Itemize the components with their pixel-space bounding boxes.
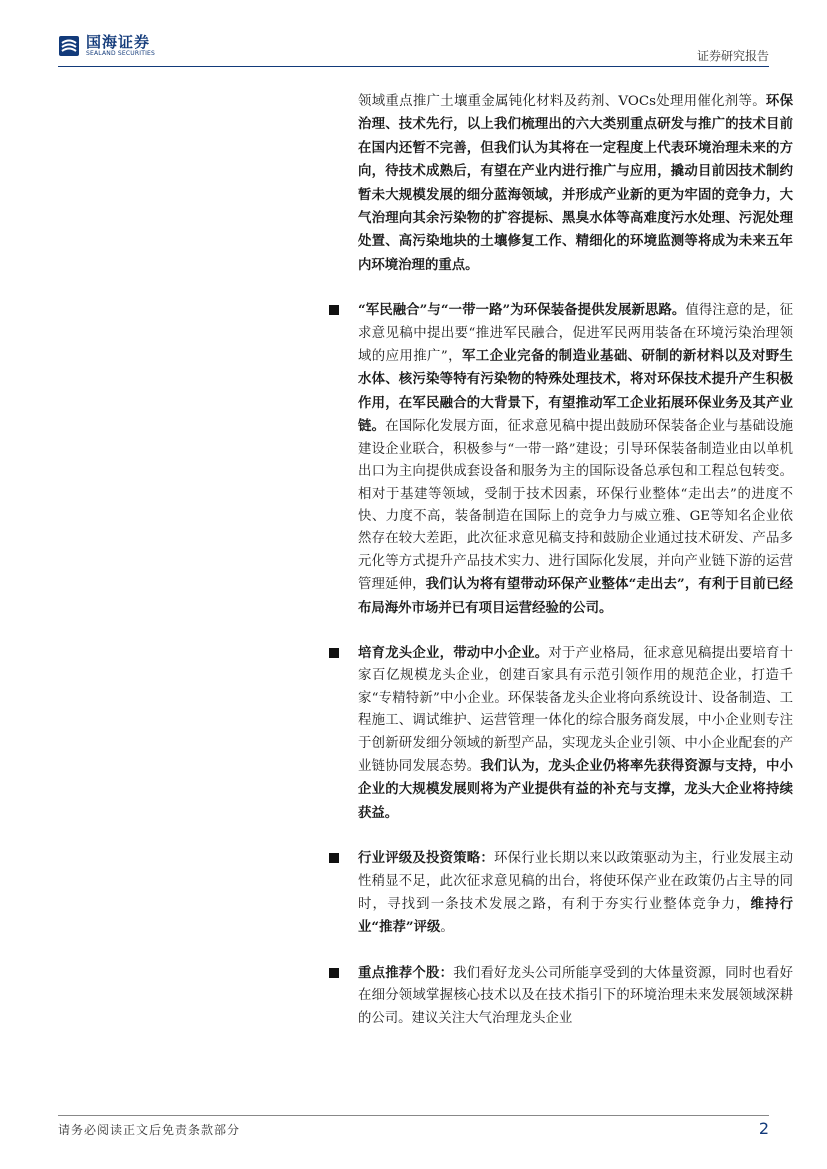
- bold-text-run: 行业评级及投资策略：: [358, 850, 495, 867]
- header-divider: [58, 66, 769, 67]
- disclaimer-note: 请务必阅读正文后免责条款部分: [58, 1123, 241, 1137]
- square-bullet-icon: [329, 648, 339, 658]
- footer-divider: [58, 1115, 769, 1116]
- bullet-paragraph: [358, 962, 793, 1030]
- bold-text-run: 我们认为，龙头企业仍将率先获得资源与支持，中小企业的大规模发展则将为产业提供有益的补充与支撑，龙头大企业将持续获益。: [358, 757, 794, 821]
- bold-text-run: 培育龙头企业，带动中小企业。: [358, 644, 549, 661]
- paragraph: [358, 90, 793, 277]
- text-run: 环保行业长期以来以政策驱动为主，行业发展主动性稍显不足，此次征求意见稿的出台，将使环保产业在政策仍占主导的同时，寻找到一条技术发展之路，有利于夯实行业整体竞争力，: [358, 851, 794, 912]
- bold-text-run: 环保治理、技术先行，以上我们梳理出的六大类别重点研发与推广的技术目前在国内还暂不完善，但我们认为其将在一定程度上代表环境治理未来的方向，待技术成熟后，有望在产业内进行推广与应用，撬动目前因技术制约暂未大规模发展的细分蓝海领域，并形成产业新的更为牢固的竞争力，大气治理向其余污染物的扩容提标、黑臭水体等高难度污水处理、污泥处理处置、高污染地块的土壤修复工作、精细化的环境监测等将成为未来五年内环境治理的重点。: [358, 93, 794, 273]
- brand-name-en: SEALAND SECURITIES: [86, 50, 156, 57]
- bold-text-run: 军工企业完备的制造业基础、研制的新材料以及对野生水体、核污染等特有污染物的特殊处理技术，将对环保技术提升产生积极作用，在军民融合的大背景下，有望推动军工企业拓展环保业务及其产业链。: [358, 348, 793, 435]
- text-run: 我们看好龙头公司所能享受到的大体量资源，同时也看好在细分领域掌握核心技术以及在技术指引下的环境治理未来发展领域深耕的公司。建议关注大气治理龙头企业: [358, 965, 793, 1026]
- text-run: 在国际化发展方面，征求意见稿中提出鼓励环保装备企业与基础设施建设企业联合，积极参与“一带一路”建设；引导环保装备制造业由以单机出口为主向提供成套设备和服务为主的国际设备总承包和工程总包转变。相对于基建等领域，受制于技术因素，环保行业整体“走出去”的进度不快、力度不高，装备制造在国际上的竞争力与威立雅、GE等知名企业依然存在较大差距，此次征求意见稿支持和鼓励企业通过技术研发、产品多元化等方式提升产品技术实力、进行国际化发展，并向产业链下游的运营管理延伸，: [358, 419, 794, 593]
- bullet-paragraph: [358, 847, 793, 940]
- bullet-paragraph: [358, 299, 793, 620]
- brand-name-cn: 国海证券: [86, 33, 151, 51]
- paragraph-gap: [358, 620, 793, 642]
- report-type-label: 证券研究报告: [696, 49, 769, 63]
- sealand-logo-icon: [58, 35, 80, 57]
- paragraph-gap: [358, 825, 793, 847]
- page-number: 2: [758, 1119, 769, 1138]
- paragraph-gap: [358, 940, 793, 962]
- text-run: 值得注意的是，征求意见稿中提出要“推进军民融合，促进军民两用装备在环境污染治理领域的应用推广”，: [358, 303, 794, 365]
- square-bullet-icon: [329, 968, 339, 978]
- page-header: [0, 0, 827, 70]
- brand-logo: [58, 34, 155, 58]
- square-bullet-icon: [329, 305, 339, 315]
- square-bullet-icon: [329, 853, 339, 863]
- bold-text-run: “军民融合”与“一带一路”为环保装备提供发展新思路。: [358, 302, 686, 319]
- bold-text-run: 我们认为将有望带动环保产业整体“走出去”，有利于目前已经布局海外市场并已有项目运营经验的公司。: [358, 576, 793, 616]
- text-run: 对于产业格局，征求意见稿提出要培育十家百亿规模龙头企业，创建百家具有示范引领作用的规范企业，打造千家“专精特新”中小企业。环保装备龙头企业将向系统设计、设备制造、工程施工、调试维护、运营管理一体化的综合服务商发展，中小企业则专注于创新研发细分领域的新型产品，实现龙头企业引领、中小企业配套的产业链协同发展态势。: [358, 645, 794, 774]
- paragraph-gap: [358, 277, 793, 299]
- bullet-paragraph: [358, 642, 793, 825]
- bold-text-run: 维持行业“推荐”评级: [358, 896, 793, 936]
- bold-text-run: 重点推荐个股：: [358, 964, 454, 981]
- text-run: 领域重点推广土壤重金属钝化材料及药剂、VOCs处理用催化剂等。: [358, 94, 766, 109]
- report-body: [358, 90, 793, 1030]
- text-run: 。: [440, 920, 454, 936]
